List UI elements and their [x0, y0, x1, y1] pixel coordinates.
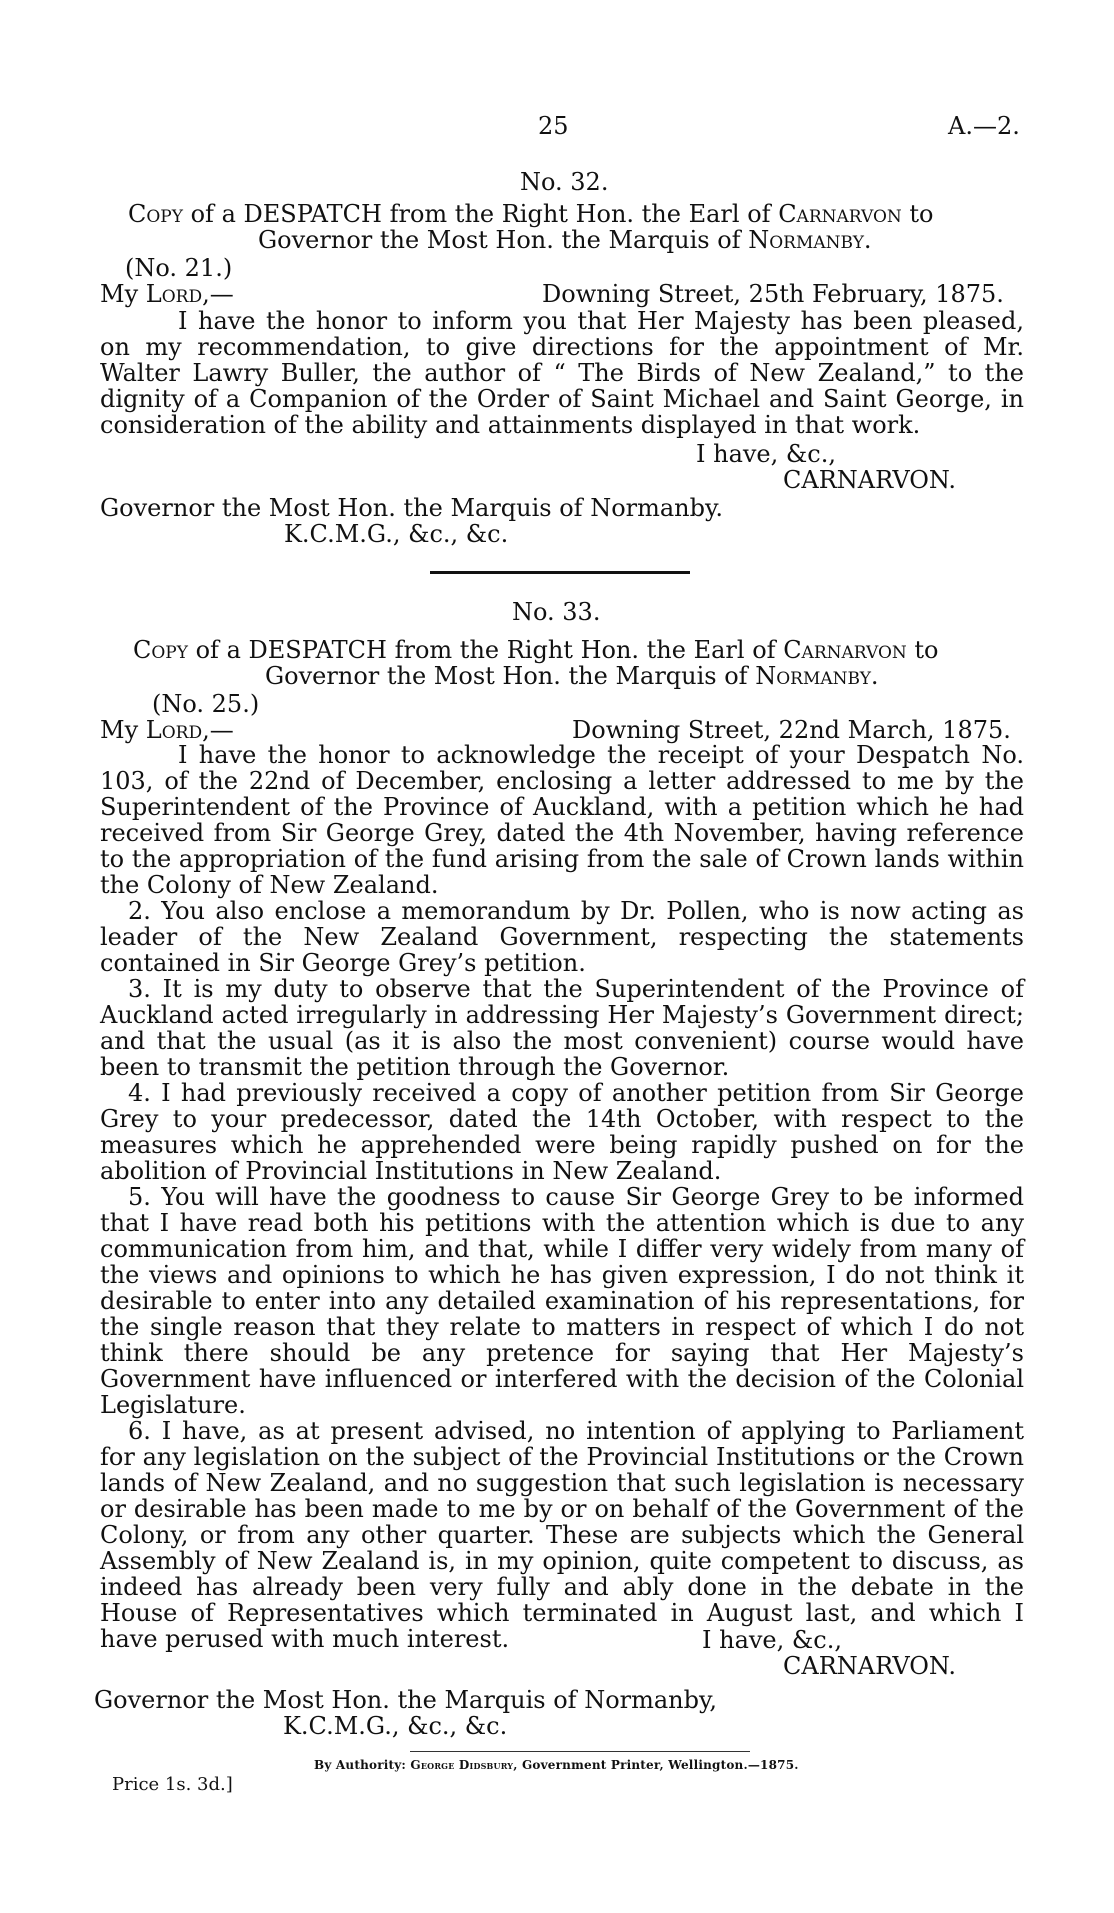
signature: CARNARVON. — [783, 1652, 956, 1680]
paragraph: 5. You will have the goodness to cause Sir George Grey to be informed that I have read both his petitions with the attention which is due to any communication from him, and that, while I differ very widely from many of the views and opinions to which he has given expression, I do not think it desirable to enter into any detailed examination of his representations, for the single reason that they relate to matters in respect of which I do not think there should be any pretence for saying that Her Majesty’s Government have influenced or interfered with the decision of the Colonial Legislature. — [100, 1183, 1024, 1419]
closing: I have, &c., — [696, 440, 836, 468]
imprint-suffix: Government Printer, Wellington.—1875. — [521, 1758, 799, 1772]
despatch-ref-number: (No. 21.) — [125, 254, 233, 282]
paragraph: 6. I have, as at present advised, no intention of applying to Parliament for any legislation on the subject of the Provincial Institutions or the Crown lands of New Zealand, and no suggestion that such legislation is necessary or desirable has been made to me by or on behalf of the Government of the Colony, or from any other quarter. These are subjects which the General Assembly of New Zealand is, in my opinion, quite competent to discuss, as indeed has already been very fully and ably done in the debate in the House of Representatives which terminated in August last, and which I have perused with much interest. — [100, 1417, 1024, 1653]
imprint-printer: George Didsbury, — [410, 1758, 518, 1772]
title-text: of a DESPATCH from the Right Hon. the Earl of — [190, 200, 771, 228]
despatch-title-line1 — [133, 636, 939, 664]
title-copy: Copy — [133, 636, 188, 664]
salutation — [100, 716, 234, 744]
despatch-body — [100, 308, 1024, 438]
despatch-number: No. 32. — [520, 168, 609, 196]
paragraph: I have the honor to acknowledge the receipt of your Despatch No. 103, of the 22nd of December, enclosing a letter addressed to me by the Superintendent of the Province of Auckland, with a petition which he had received from Sir George Grey, dated the 4th November, having reference to the appropriation of the fund arising from the sale of Crown lands within the Colony of New Zealand. — [100, 741, 1024, 899]
despatch-address: Downing Street, 25th February, 1875. — [542, 280, 1004, 308]
title-to: to — [909, 200, 934, 228]
addressee-line2: K.C.M.G., &c., &c. — [283, 1712, 508, 1740]
despatch-number: No. 33. — [512, 598, 601, 626]
salutation-my: My — [100, 280, 139, 308]
despatch-title-line1 — [128, 200, 934, 228]
salutation-my: My — [100, 716, 139, 744]
title-earl: Carnarvon — [783, 636, 907, 664]
section-divider — [430, 571, 690, 574]
title-marquis: Normanby. — [748, 226, 872, 254]
addressee-line1: Governor the Most Hon. the Marquis of Normanby, — [94, 1686, 718, 1714]
title-governor: Governor the Most Hon. the Marquis of — [258, 226, 741, 254]
paragraph: 2. You also enclose a memorandum by Dr. Pollen, who is now acting as leader of the New Zealand Government, respecting the statements contained in Sir George Grey’s petition. — [100, 897, 1024, 977]
despatch-body — [100, 742, 1024, 1652]
title-text: of a DESPATCH from the Right Hon. the Earl of — [195, 636, 776, 664]
signature: CARNARVON. — [783, 466, 956, 494]
salutation — [100, 280, 234, 308]
title-to: to — [914, 636, 939, 664]
closing: I have, &c., — [702, 1626, 842, 1654]
title-earl: Carnarvon — [778, 200, 902, 228]
paragraph: I have the honor to inform you that Her Majesty has been pleased, on my recommendation, to give directions for the appointment of Mr. Walter Lawry Buller, the author of “ The Birds of New Zealand,” to the dignity of a Companion of the Order of Saint Michael and Saint George, in consideration of the ability and attainments displayed in that work. — [100, 307, 1024, 439]
title-governor: Governor the Most Hon. the Marquis of — [265, 662, 748, 690]
printer-imprint — [314, 1758, 799, 1772]
imprint-divider — [410, 1751, 750, 1752]
salutation-lord: Lord,— — [145, 280, 234, 308]
addressee-line1: Governor the Most Hon. the Marquis of Normanby. — [100, 494, 724, 522]
despatch-title-line2 — [258, 226, 872, 254]
paragraph: 4. I had previously received a copy of another petition from Sir George Grey to your predecessor, dated the 14th October, with respect to the measures which he apprehended were being rapidly pushed on for the abolition of Provincial Institutions in New Zealand. — [100, 1079, 1024, 1185]
imprint-prefix: By Authority: — [314, 1758, 407, 1772]
title-marquis: Normanby. — [755, 662, 879, 690]
salutation-lord: Lord,— — [145, 716, 234, 744]
page-number: 25 — [538, 112, 569, 140]
despatch-ref-number: (No. 25.) — [152, 690, 260, 718]
paragraph: 3. It is my duty to observe that the Superintendent of the Province of Auckland acted irregularly in addressing Her Majesty’s Government direct; and that the usual (as it is also the most convenient) course would have been to transmit the petition through the Governor. — [100, 975, 1024, 1081]
price: Price 1s. 3d.] — [112, 1774, 233, 1795]
document-reference: A.—2. — [948, 112, 1020, 140]
title-copy: Copy — [128, 200, 183, 228]
despatch-title-line2 — [265, 662, 879, 690]
addressee-line2: K.C.M.G., &c., &c. — [284, 520, 509, 548]
despatch-address: Downing Street, 22nd March, 1875. — [572, 716, 1011, 744]
